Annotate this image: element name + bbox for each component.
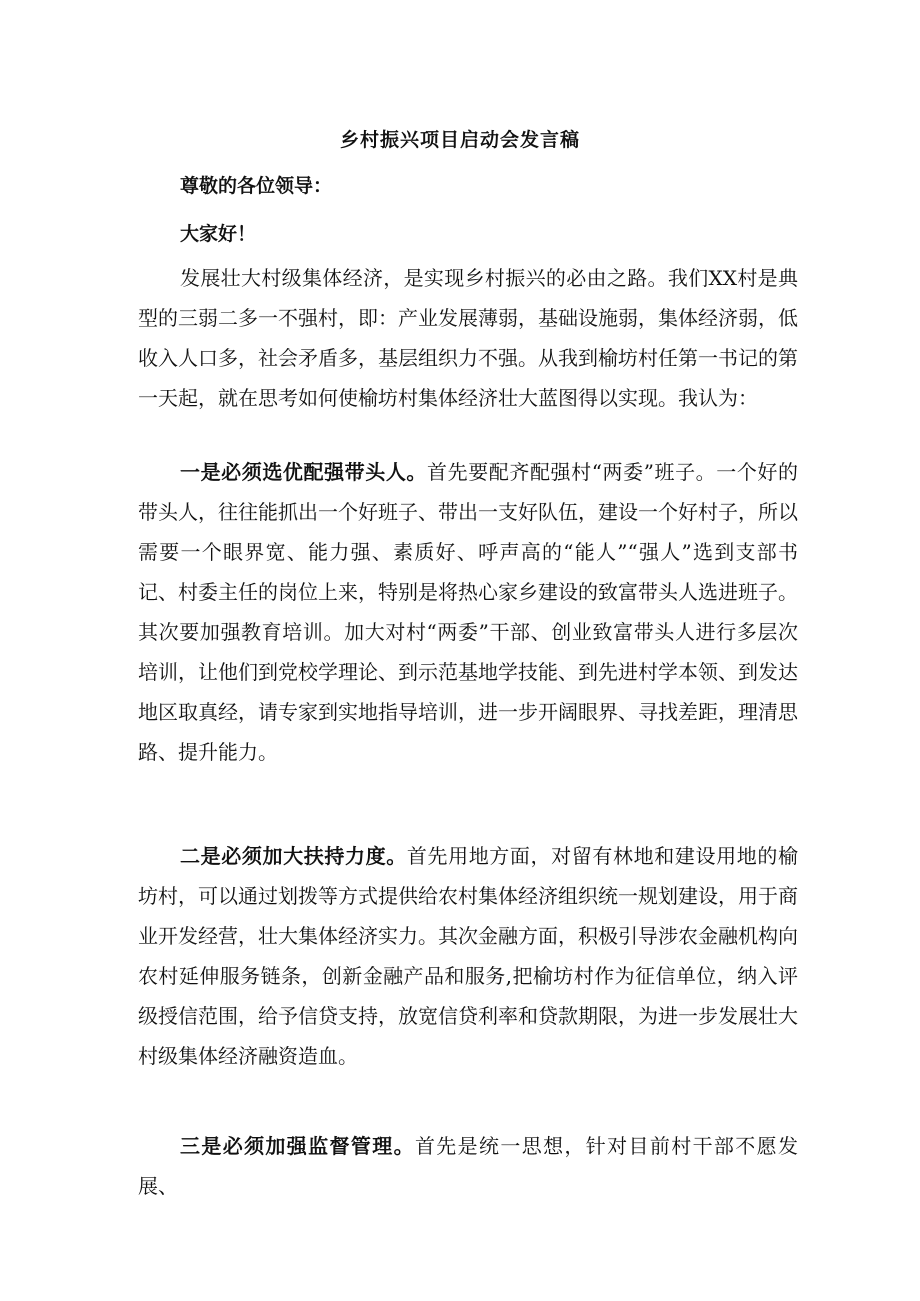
salutation: 尊敬的各位领导： (180, 175, 333, 197)
paragraph-support (138, 836, 798, 1076)
paragraph-text: 首先是统一思想，针对目前村干部不愿发展、 (138, 1134, 799, 1198)
paragraph-lead: 二是必须加大扶持力度。 (180, 844, 407, 868)
document-title: 乡村振兴项目启动会发言稿 (339, 129, 580, 151)
paragraph-text: 发展壮大村级集体经济，是实现乡村振兴的必由之路。我们XX村是典型的三弱二多一不强村，即：产业发展薄弱，基础设施弱，集体经济弱，低收入人口多，社会矛盾多，基层组织力不强。从我到榆坊村任第一书记的第一天起，就在思考如何使榆坊村集体经济壮大蓝图得以实现。我认为： (138, 266, 798, 410)
paragraph-leader (138, 452, 798, 772)
paragraph-lead: 一是必须选优配强带头人。 (180, 460, 428, 484)
paragraph-text: 首先要配齐配强村“两委”班子。一个好的带头人，往往能抓出一个好班子、带出一支好队伍，建设一个好村子，所以需要一个眼界宽、能力强、素质好、呼声高的“能人”“强人”选到支部书记、村委主任的岗位上来，特别是将热心家乡建设的致富带头人选进班子。其次要加强教育培训。加大对村“两委”干部、创业致富带头人进行多层次培训，让他们到党校学理论、到示范基地学技能、到先进村学本领、到发达地区取真经，请专家到实地指导培训，进一步开阔眼界、寻找差距，理清思路、提升能力。 (138, 460, 799, 764)
paragraph-supervision (138, 1126, 798, 1206)
paragraph-intro (138, 258, 798, 418)
greeting: 大家好！ (180, 223, 257, 245)
paragraph-text: 首先用地方面，对留有林地和建设用地的榆坊村，可以通过划拨等方式提供给农村集体经济组织统一规划建设，用于商业开发经营，壮大集体经济实力。其次金融方面，积极引导涉农金融机构向农村延伸服务链条，创新金融产品和服务,把榆坊村作为征信单位，纳入评级授信范围，给予信贷支持，放宽信贷利率和贷款期限，为进一步发展壮大村级集体经济融资造血。 (138, 844, 799, 1068)
paragraph-lead: 三是必须加强监督管理。 (180, 1134, 415, 1158)
